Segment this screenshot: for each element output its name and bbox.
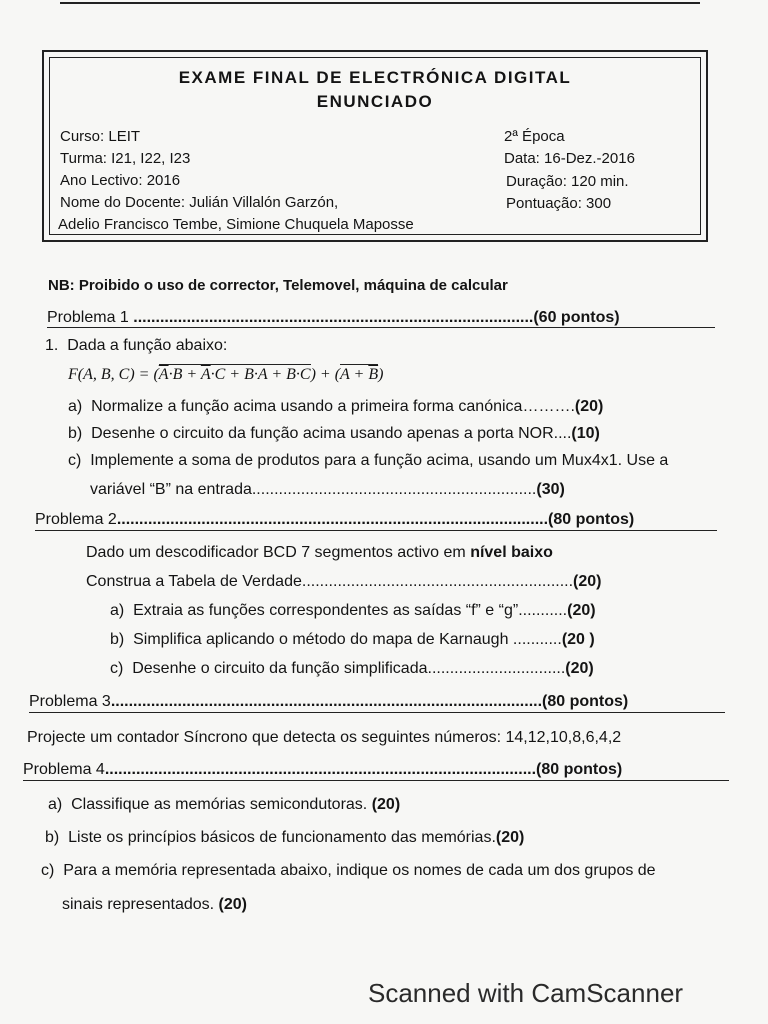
lecturer: Nome do Docente: Julián Villalón Garzón, — [60, 194, 339, 211]
problem3-label: Problema 3 — [29, 693, 111, 710]
fn-op3: ) + ( — [310, 366, 341, 383]
exam-subtitle: ENUNCIADO — [316, 92, 434, 111]
p1-item-c-leader: ................................................................ — [251, 481, 537, 498]
camscanner-watermark: Scanned with CamScanner — [368, 978, 684, 1008]
problem4-label: Problema 4 — [23, 761, 105, 778]
top-rule — [60, 2, 700, 4]
fn-lhs: F(A, B, C) = ( — [68, 366, 159, 383]
p4-item-c — [41, 862, 656, 880]
fn-term3: A + — [340, 366, 369, 383]
p1-item-b — [68, 425, 600, 443]
p2-intro1-text: Dado um descodificador BCD 7 segmentos activo em — [86, 544, 471, 561]
p2-item-b — [110, 631, 595, 649]
p2-item-c-label: c) — [110, 660, 124, 677]
p4-item-c-text: Para a memória representada abaixo, indique os nomes de cada um dos grupos de — [63, 862, 656, 879]
problem4-heading — [23, 761, 622, 779]
p2-intro2-points: (20) — [573, 573, 602, 590]
problem3-points: (80 pontos) — [542, 693, 629, 710]
problem2-underline — [35, 530, 717, 531]
exam-title: EXAME FINAL DE ELECTRÓNICA DIGITAL — [178, 68, 572, 87]
p2-intro1-bold: nível baixo — [470, 544, 553, 561]
exam-score: Pontuação: 300 — [506, 195, 612, 212]
p1-item-a-text: Normalize a função acima usando a primeira forma canónica………. — [91, 398, 575, 415]
p1-item-c — [68, 452, 668, 470]
p2-item-c-points: (20) — [565, 660, 594, 677]
problem2-points: (80 pontos) — [548, 511, 635, 528]
p2-item-a-label: a) — [110, 602, 125, 619]
lecturer-continued: Adelio Francisco Tembe, Simione Chuquela Maposse — [58, 216, 414, 233]
problem4-underline — [23, 780, 729, 781]
p4-item-b-text: Liste os princípios básicos de funcionamento das memórias. — [68, 829, 496, 846]
problem2-heading — [35, 511, 634, 529]
p4-item-c-points: (20) — [218, 896, 247, 913]
p1-item-c-text2: variável “B” na entrada — [90, 481, 252, 498]
academic-year: Ano Lectivo: 2016 — [60, 172, 181, 189]
p1-item-c-line2 — [90, 481, 565, 499]
problem1-points: (60 pontos) — [533, 309, 620, 326]
p2-item-b-label: b) — [110, 631, 125, 648]
p4-item-a — [48, 796, 400, 814]
problem1-heading — [47, 309, 620, 327]
class-groups: Turma: I21, I22, I23 — [60, 150, 191, 167]
p4-item-c-label: c) — [41, 862, 55, 879]
course: Curso: LEIT — [60, 128, 141, 145]
question1-text: Dada a função abaixo: — [67, 337, 228, 354]
p1-item-b-points: (10) — [571, 425, 600, 442]
p2-intro2-text: Construa a Tabela de Verdade — [86, 573, 302, 590]
p1-item-a-label: a) — [68, 398, 83, 415]
p1-item-b-label: b) — [68, 425, 83, 442]
question1-number: 1. — [45, 337, 59, 354]
p2-item-c-text: Desenhe o circuito da função simplificada............................... — [132, 660, 566, 677]
p4-item-a-label: a) — [48, 796, 63, 813]
fn-end: ) — [378, 366, 384, 383]
p4-item-c-text2: sinais representados. — [62, 896, 219, 913]
problem2-label: Problema 2 — [35, 511, 117, 528]
exam-header-box — [42, 50, 708, 242]
p4-item-a-points: (20) — [371, 796, 401, 813]
exam-date: Data: 16-Dez.-2016 — [504, 150, 635, 167]
p2-intro2-leader: ............................................................. — [301, 573, 574, 590]
p1-item-b-text: Desenhe o circuito da função acima usando apenas a porta NOR.... — [91, 425, 572, 442]
p2-item-a-text: Extraia as funções correspondentes as saídas “f” e “g”........... — [133, 602, 568, 619]
p4-item-a-text: Classifique as memórias semicondutoras. — [71, 796, 372, 813]
p1-item-a — [68, 398, 603, 416]
p4-item-c-line2 — [62, 896, 247, 914]
p1-item-c-points: (30) — [536, 481, 565, 498]
fn-not-a-1: $\overline{A}$ — [158, 366, 169, 383]
problem1-label: Problema 1 — [47, 309, 134, 326]
problem2-leader: ................................................................................................. — [116, 511, 549, 528]
exam-season: 2ª Época — [504, 128, 565, 145]
nb-notice: NB: Proibido o uso de corrector, Telemovel, máquina de calcular — [48, 277, 508, 294]
fn-op2: ·C + B·A + B·C — [210, 366, 311, 383]
problem3-underline — [29, 712, 725, 713]
p2-item-b-points: (20 ) — [561, 631, 595, 648]
fn-op1: ·B + — [168, 366, 201, 383]
problem3-leader: ................................................................................................. — [110, 693, 543, 710]
p2-item-c — [110, 660, 594, 678]
question1 — [45, 337, 227, 355]
p2-item-a — [110, 602, 596, 620]
problem4-points: (80 pontos) — [536, 761, 623, 778]
boolean-function — [68, 366, 383, 384]
problem3-heading — [29, 693, 628, 711]
p1-item-c-label: c) — [68, 452, 82, 469]
fn-not-a-2: $\overline{A}$ — [200, 366, 211, 383]
p1-item-c-text: Implemente a soma de produtos para a função acima, usando um Mux4x1. Use a — [90, 452, 669, 469]
p4-item-b-label: b) — [45, 829, 60, 846]
p2-intro2 — [86, 573, 602, 591]
exam-duration: Duração: 120 min. — [506, 173, 629, 190]
p1-item-a-points: (20) — [574, 398, 604, 415]
p3-text: Projecte um contador Síncrono que detecta os seguintes números: 14,12,10,8,6,4,2 — [27, 729, 622, 746]
problem4-leader: ................................................................................................. — [104, 761, 537, 778]
problem1-leader: .......................................................................................... — [133, 309, 534, 326]
p2-intro1 — [86, 544, 553, 562]
fn-not-b: $\overline{B}$ — [368, 366, 379, 383]
p4-item-b-points: (20) — [495, 829, 525, 846]
p2-item-a-points: (20) — [567, 602, 596, 619]
p4-item-b — [45, 829, 524, 847]
problem1-underline — [47, 327, 715, 328]
p2-item-b-text: Simplifica aplicando o método do mapa de Karnaugh ........... — [133, 631, 562, 648]
